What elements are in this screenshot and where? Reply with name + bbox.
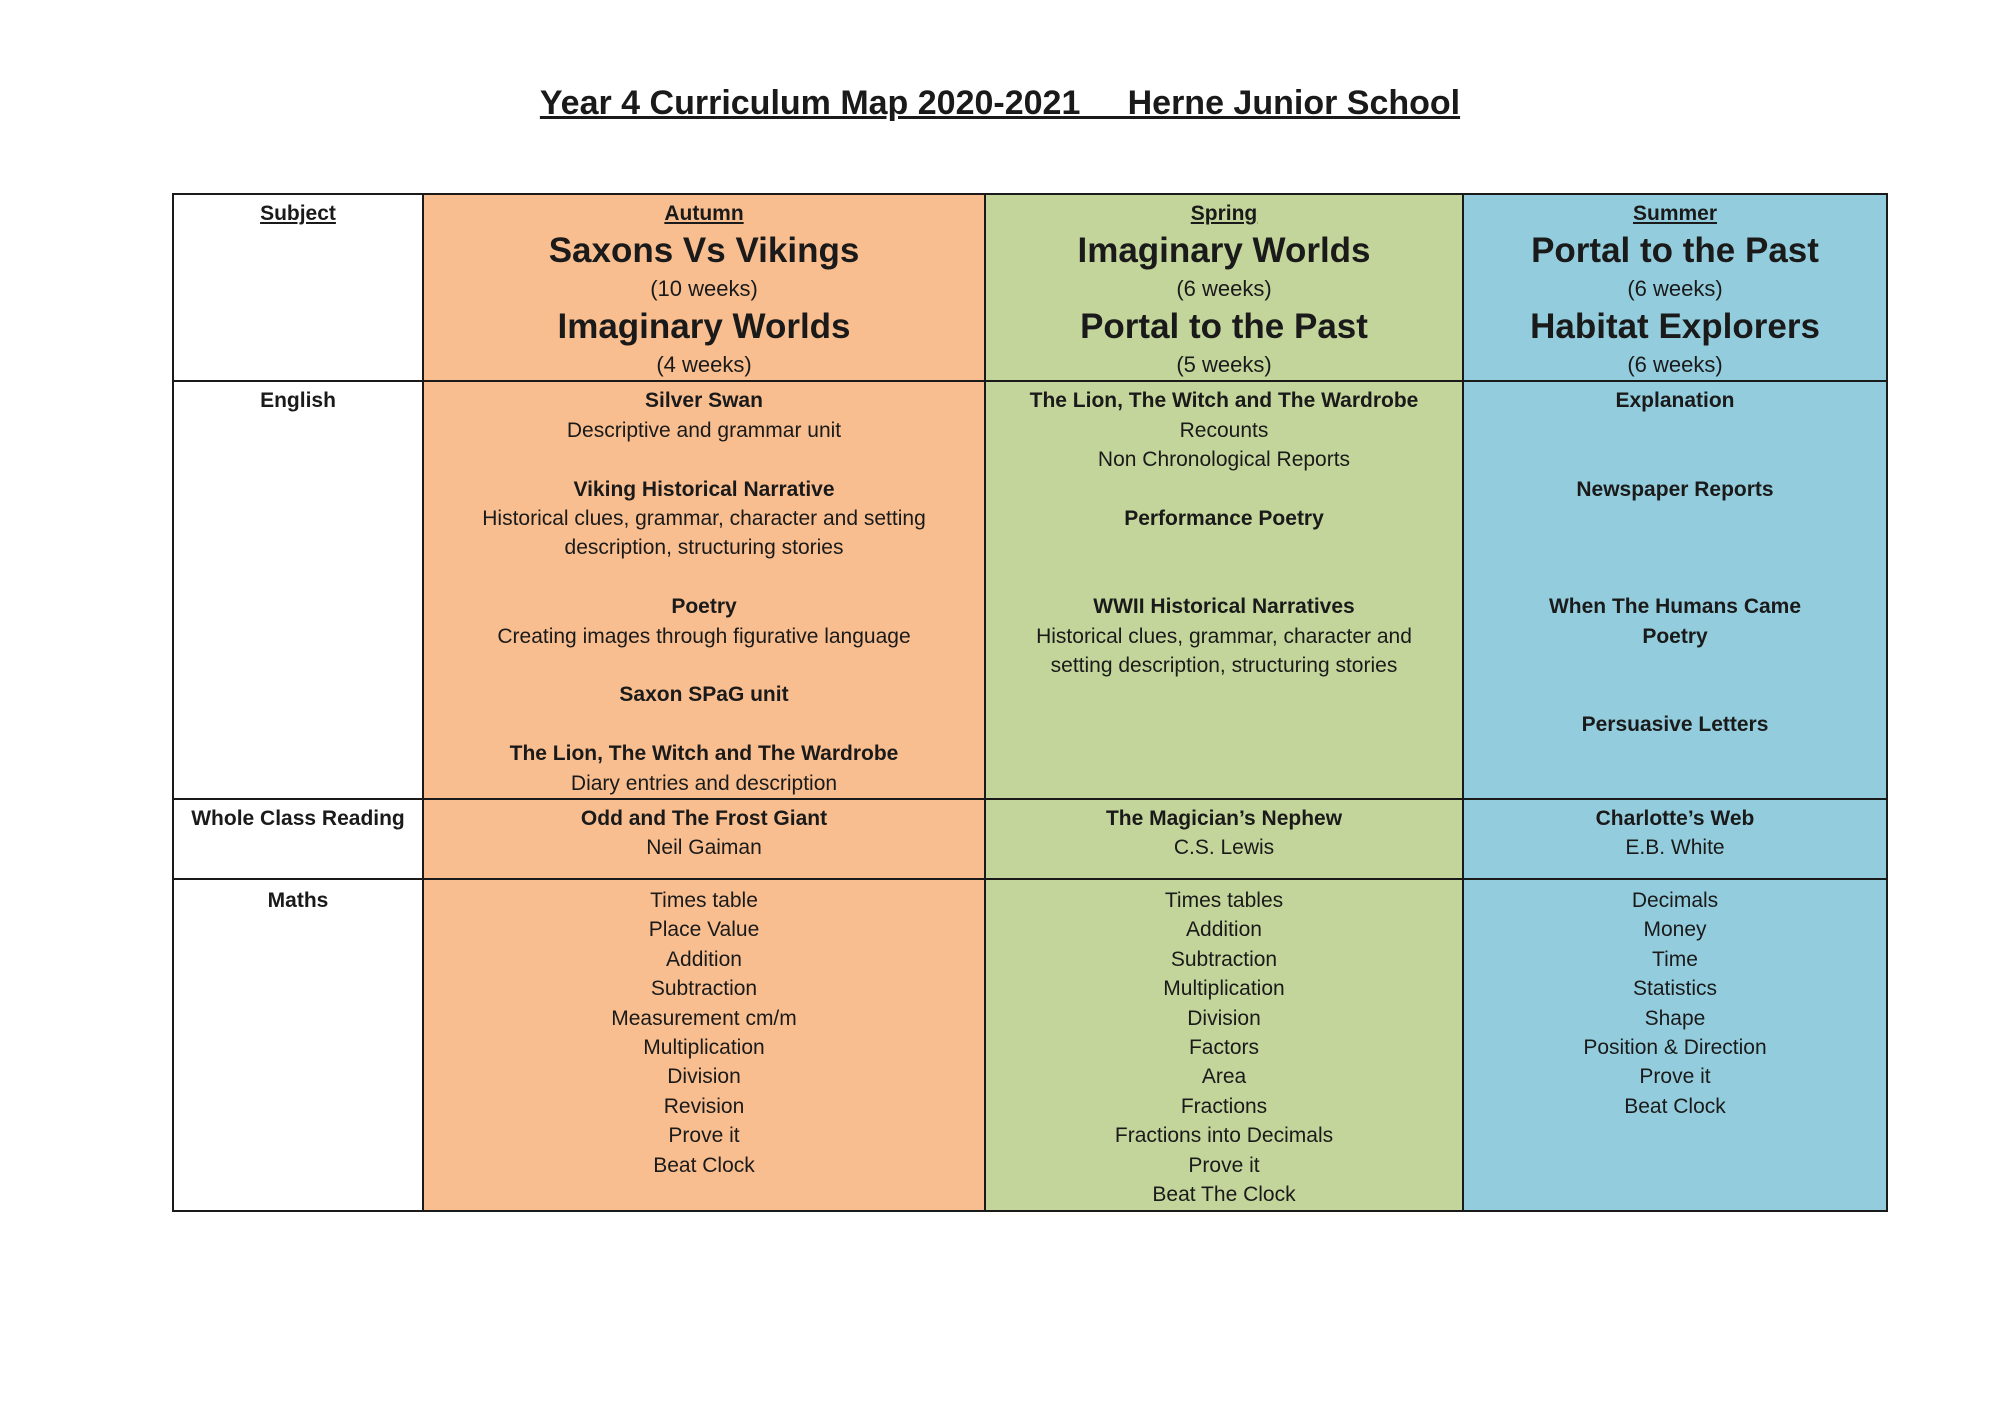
maths-spring-cell [985,879,1463,1210]
maths-autumn-item: Beat Clock [653,1153,755,1177]
maths-autumn-item: Times table [650,889,758,913]
english-summer-cell [1463,381,1887,799]
english-autumn-unit-title: The Lion, The Witch and The Wardrobe [509,742,899,766]
maths-spring-item: Fractions [1180,1094,1268,1118]
maths-autumn-item: Prove it [668,1124,740,1148]
reading-summer-cell [1463,799,1887,879]
reading-autumn-author: Neil Gaiman [646,836,762,860]
summer-topic-2: Habitat Explorers [1530,307,1820,347]
maths-spring-item: Multiplication [1163,977,1285,1001]
english-spring-unit-desc: Historical clues, grammar, character and [1036,624,1412,648]
maths-spring-item: Fractions into Decimals [1114,1124,1334,1148]
english-autumn-unit-desc: description, structuring stories [564,536,844,560]
english-autumn-unit-title: Silver Swan [645,389,763,413]
maths-spring-item: Subtraction [1170,947,1278,971]
summer-term-name: Summer [1632,202,1718,225]
spring-weeks-2: (5 weeks) [1176,352,1272,378]
autumn-header-cell [423,194,985,381]
maths-summer-cell [1463,879,1887,1210]
english-spring-cell [985,381,1463,799]
reading-label-cell [173,799,423,879]
maths-autumn-item: Multiplication [643,1036,765,1060]
english-label-cell [173,381,423,799]
maths-autumn-item: Place Value [648,918,760,942]
maths-autumn-item: Division [667,1065,741,1089]
maths-summer-item: Prove it [1639,1065,1711,1089]
maths-summer-item: Statistics [1632,977,1718,1001]
maths-summer-item: Shape [1644,1006,1706,1030]
english-spring-unit-title: The Lion, The Witch and The Wardrobe [1029,389,1419,413]
curriculum-table [172,193,1888,1212]
english-autumn-unit-title: Saxon SPaG unit [619,683,789,707]
page-title: Year 4 Curriculum Map 2020-2021 Herne Junior School [539,84,1461,122]
maths-spring-item: Addition [1186,918,1262,942]
maths-autumn-item: Revision [663,1094,745,1118]
english-autumn-cell [423,381,985,799]
maths-summer-item: Position & Direction [1583,1036,1767,1060]
english-summer-unit-title: Persuasive Letters [1581,712,1769,736]
reading-row [173,799,1887,879]
spring-topic-2: Portal to the Past [1080,307,1368,347]
autumn-topic-1: Saxons Vs Vikings [548,231,860,271]
autumn-weeks-1: (10 weeks) [650,276,758,302]
maths-summer-item: Money [1643,918,1707,942]
maths-row [173,879,1887,1210]
english-summer-unit-title: Poetry [1642,624,1708,648]
summer-weeks-1: (6 weeks) [1627,276,1723,302]
english-summer-unit-title: When The Humans Came [1548,595,1802,619]
maths-spring-item: Prove it [1188,1153,1260,1177]
maths-summer-item: Beat Clock [1624,1094,1726,1118]
reading-summer-author: E.B. White [1625,836,1725,860]
spring-weeks-1: (6 weeks) [1176,276,1272,302]
english-spring-unit-desc: Non Chronological Reports [1097,448,1351,472]
english-autumn-unit-title: Poetry [671,595,737,619]
english-row [173,381,1887,799]
reading-label: Whole Class Reading [191,807,405,831]
english-autumn-unit-desc: Creating images through figurative language [497,624,911,648]
english-spring-unit-desc: setting description, structuring stories [1050,654,1398,678]
maths-spring-item: Area [1201,1065,1247,1089]
english-summer-unit-title: Newspaper Reports [1576,477,1774,501]
autumn-topic-2: Imaginary Worlds [557,307,851,347]
maths-autumn-item: Measurement cm/m [611,1006,797,1030]
english-summer-unit-title: Explanation [1615,389,1735,413]
reading-spring-title: The Magician’s Nephew [1105,807,1343,831]
reading-autumn-title: Odd and The Frost Giant [580,807,828,831]
spring-header-cell [985,194,1463,381]
spring-term-name: Spring [1190,202,1258,225]
autumn-term-name: Autumn [664,202,744,225]
english-label: English [260,389,336,413]
summer-header-cell [1463,194,1887,381]
reading-summer-title: Charlotte’s Web [1595,807,1755,831]
maths-autumn-item: Subtraction [650,977,758,1001]
maths-summer-item: Decimals [1631,889,1719,913]
subject-header-cell [173,194,423,381]
maths-summer-item: Time [1652,947,1698,971]
english-autumn-unit-title: Viking Historical Narrative [573,477,835,501]
spring-topic-1: Imaginary Worlds [1077,231,1371,271]
summer-topic-1: Portal to the Past [1531,231,1819,271]
reading-autumn-cell [423,799,985,879]
english-autumn-unit-desc: Diary entries and description [570,771,838,795]
maths-spring-item: Beat The Clock [1152,1183,1296,1207]
english-spring-unit-desc: Recounts [1179,418,1269,442]
english-spring-unit-title: WWII Historical Narratives [1093,595,1355,619]
english-autumn-unit-desc: Historical clues, grammar, character and setting [482,507,926,531]
english-spring-unit-title: Performance Poetry [1124,507,1324,531]
maths-spring-item: Factors [1188,1036,1259,1060]
maths-label: Maths [267,889,329,913]
header-row [173,194,1887,381]
summer-weeks-2: (6 weeks) [1627,352,1723,378]
maths-spring-item: Times tables [1164,889,1284,913]
maths-spring-item: Division [1187,1006,1261,1030]
reading-spring-author: C.S. Lewis [1173,836,1275,860]
autumn-weeks-2: (4 weeks) [656,352,752,378]
english-autumn-unit-desc: Descriptive and grammar unit [566,418,842,442]
maths-label-cell [173,879,423,1210]
subject-header-label: Subject [260,202,336,225]
maths-autumn-cell [423,879,985,1210]
reading-spring-cell [985,799,1463,879]
maths-autumn-item: Addition [666,947,742,971]
